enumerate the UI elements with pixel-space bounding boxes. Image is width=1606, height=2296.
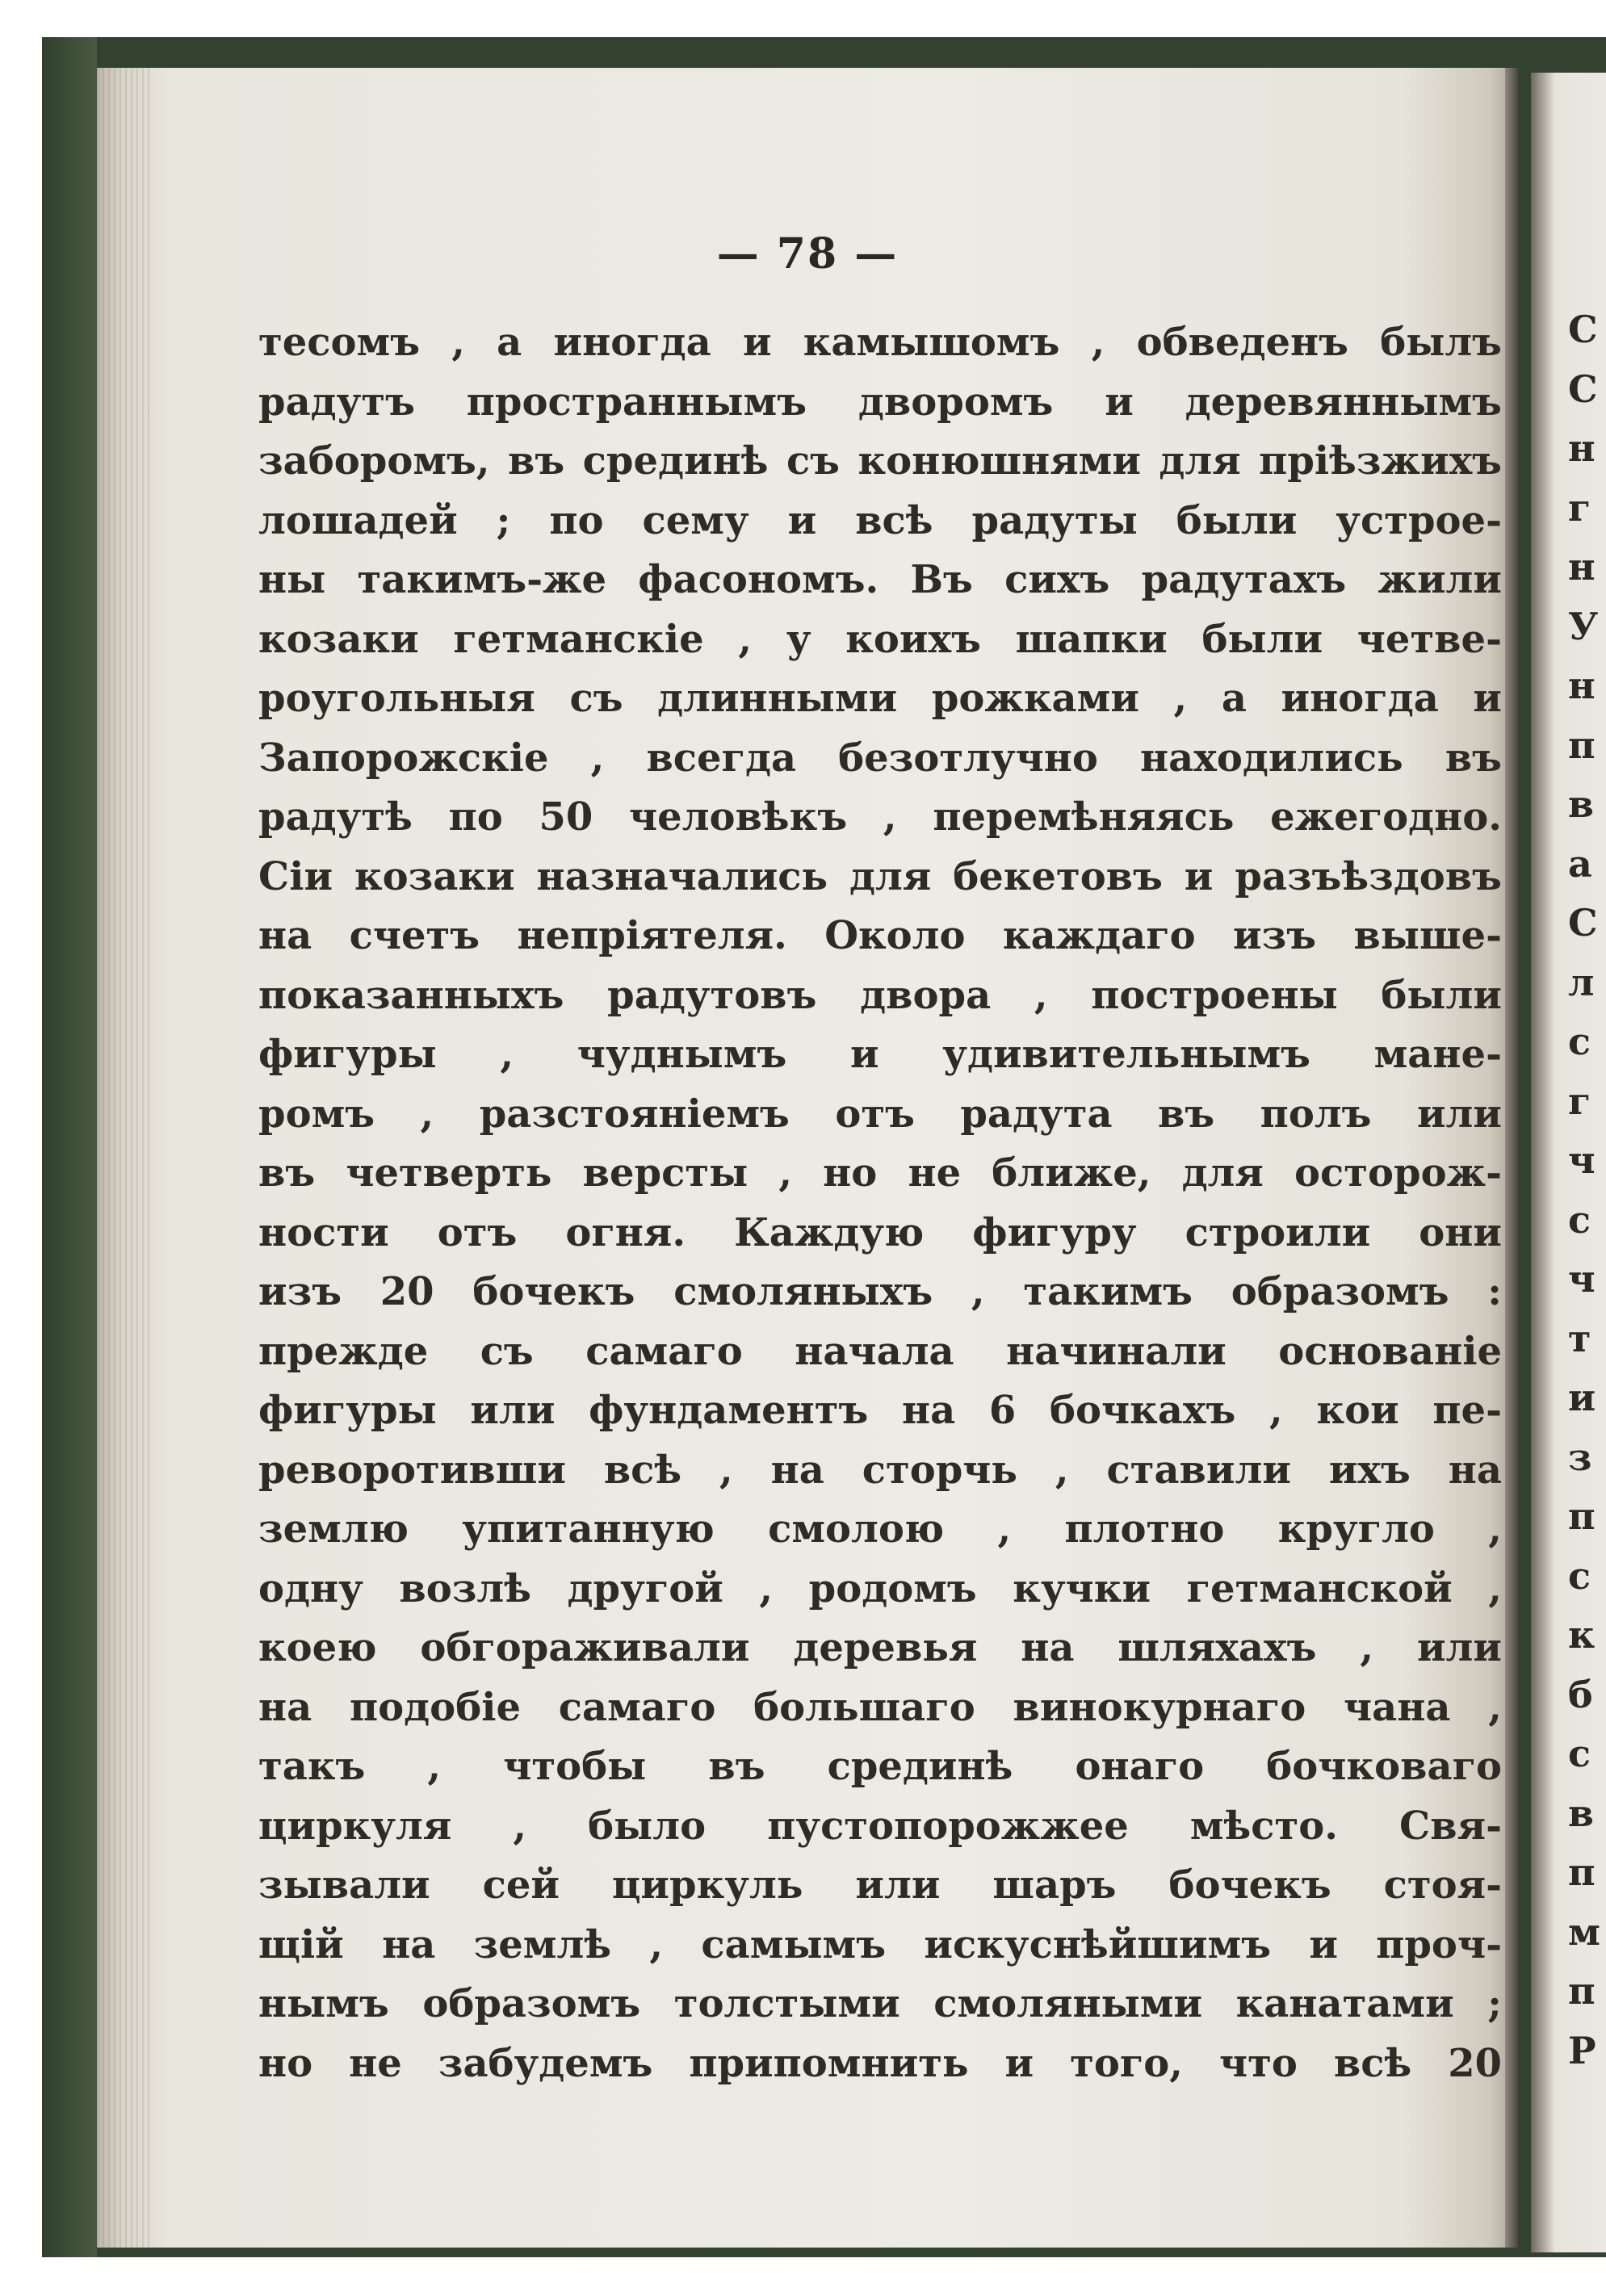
book-gutter [1505,68,1518,2248]
text-line: радутъ пространнымъ дворомъ и деревяннымъ [258,379,1502,425]
left-page [97,68,1518,2248]
next-page-letter: У [1568,604,1599,648]
page-number: — 78 — [716,229,899,279]
text-line: одну возлѣ другой , родомъ кучки гетманской , [258,1565,1502,1611]
next-page-letter: г [1568,1079,1591,1123]
book-scan [42,37,1606,2257]
next-page-letter: ч [1568,1257,1596,1301]
text-line: нымъ образомъ толстыми смоляными канатами ; [258,1981,1502,2026]
next-page-letter: С [1568,901,1598,945]
next-page-letter: с [1568,1020,1591,1063]
next-page-letter: п [1568,1850,1596,1894]
next-page-letter: с [1568,1553,1591,1598]
text-line: козаки гетманскіе , у коихъ шапки были четве- [258,616,1502,662]
next-page-letters [1568,300,1600,2080]
text-line: прежде съ самаго начала начинали основаніе [258,1328,1502,1374]
text-line: Запорожскіе , всегда безотлучно находились въ [258,735,1502,781]
text-line: радутѣ по 50 человѣкъ , перемѣняясь ежегодно. [258,794,1502,840]
next-page-letter: с [1568,1732,1591,1775]
text-line: ны такимъ-же фасономъ. Въ сихъ радутахъ жили [258,557,1502,602]
text-line: реворотивши всѣ , на сторчь , ставили ихъ на [258,1447,1502,1493]
next-page-letter: Р [1568,2028,1596,2072]
text-line: циркуля , было пустопорожжее мѣсто. Свя- [258,1803,1502,1849]
next-page-letter: з [1568,1435,1592,1479]
text-line: Сіи козаки назначались для бекетовъ и разъѣздовъ [258,853,1502,899]
text-line: показанныхъ радутовъ двора , построены были [258,972,1502,1018]
next-page-letter: н [1568,426,1596,470]
next-page-letter: и [1568,1376,1596,1419]
next-page-letter: к [1568,1613,1596,1657]
text-line: лошадей ; по сему и всѣ радуты были устрое- [258,497,1502,543]
next-page-edge [1531,73,1606,2252]
text-line: на счетъ непріятеля. Около каждаго изъ выше- [258,913,1502,958]
book-cover-edge [42,37,97,2257]
text-line: такъ , чтобы въ срединѣ онаго бочковаго [258,1744,1502,1789]
next-page-letter: п [1568,723,1596,767]
text-line: землю упитанную смолою , плотно кругло , [258,1506,1502,1552]
next-page-letter: с [1568,1197,1591,1242]
text-line: тесомъ , а иногда и камышомъ , обведенъ былъ [258,320,1502,365]
next-page-letter: г [1568,485,1591,530]
next-page-letter: л [1568,960,1595,1004]
text-line: на подобіе самаго большаго винокурнаго чана , [258,1684,1502,1730]
text-line: зывали сей циркуль или шаръ бочекъ стоя- [258,1862,1502,1908]
next-page-letter: в [1568,1791,1594,1835]
text-line: фигуры или фундаментъ на 6 бочкахъ , кои пе- [258,1388,1502,1433]
next-page-letter: а [1568,841,1592,886]
text-line: ности отъ огня. Каждую фигуру строили они [258,1209,1502,1255]
next-page-letter: б [1568,1672,1593,1716]
text-line: щій на землѣ , самымъ искуснѣйшимъ и проч- [258,1921,1502,1967]
next-page-letter: т [1568,1316,1591,1360]
text-line: изъ 20 бочекъ смоляныхъ , такимъ образомъ : [258,1269,1502,1314]
text-line: коею обгораживали деревья на шляхахъ , или [258,1625,1502,1670]
next-page-letter: п [1568,1969,1596,2013]
text-line: заборомъ, въ срединѣ съ конюшнями для пріѣзжихъ [258,438,1502,484]
next-page-letter: С [1568,367,1598,411]
next-page-letter: н [1568,545,1596,589]
next-page-letter: н [1568,664,1596,707]
page-text [258,313,1502,2093]
text-line: фигуры , чуднымъ и удивительнымъ мане- [258,1032,1502,1077]
next-page-letter: м [1568,1909,1600,1954]
text-line: въ четверть версты , но не ближе, для осторож- [258,1150,1502,1196]
page-stack-edges [97,68,153,2248]
text-line: роугольныя съ длинными рожками , а иногда и [258,676,1502,721]
text-line: ромъ , разстояніемъ отъ радута въ полъ или [258,1091,1502,1137]
text-line: но не забудемъ припомнить и того, что всѣ 20 [258,2040,1502,2086]
next-page-letter: ч [1568,1138,1596,1182]
next-page-letter: С [1568,308,1598,351]
next-page-letter: в [1568,782,1594,826]
next-page-letter: п [1568,1494,1596,1538]
